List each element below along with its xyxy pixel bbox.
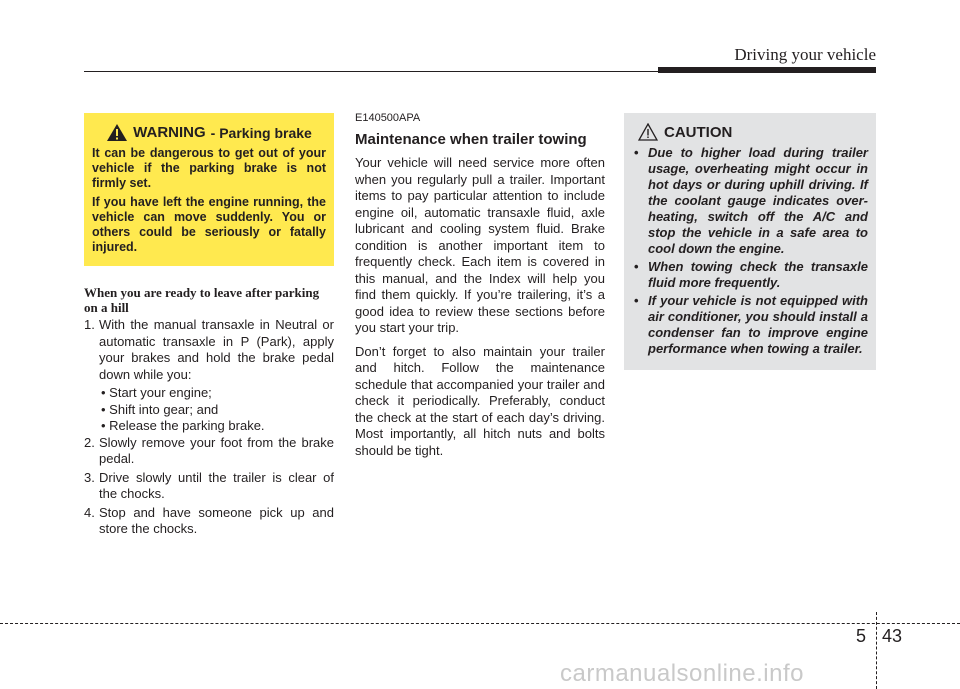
caution-header bbox=[634, 123, 868, 141]
caution-item bbox=[634, 293, 868, 357]
numbered-item bbox=[84, 505, 334, 538]
caution-text: If your vehicle is not equipped with air conditioner, you should install a condenser fan to improve engine performance when towing a trailer. bbox=[648, 293, 868, 356]
numbered-item bbox=[84, 317, 334, 383]
footer-vertical-rule bbox=[876, 612, 877, 689]
page-number: 43 bbox=[882, 626, 903, 646]
caution-title: CAUTION bbox=[664, 123, 733, 141]
item-text: Stop and have someone pick up and store the chocks. bbox=[99, 504, 334, 536]
body-paragraph: Your vehicle will need service more often when you regularly pull a trailer. Important items to pay particular attention to include engine oil, automatic transaxle fluid, axle lubricant and cooling system fluid. Brake condition is another important item to frequently check. Each item is covered in this manual, and the Index will help you find them quickly. If you’re trailering, it’s a good idea to review these sections before you start your trip. bbox=[355, 155, 605, 335]
header-rule-thin bbox=[84, 71, 658, 72]
item-text: Slowly remove your foot from the brake pedal. bbox=[99, 434, 334, 466]
warning-triangle-icon bbox=[106, 123, 128, 142]
left-column bbox=[84, 285, 334, 540]
item-text: With the manual transaxle in Neutral or automatic transaxle in P (Park), apply your brakes and hold the brake pedal down while you: bbox=[99, 317, 334, 382]
numbered-item bbox=[84, 470, 334, 503]
warning-paragraph: It can be dangerous to get out of your vehicle if the parking brake is not firmly set. bbox=[92, 146, 326, 190]
warning-box bbox=[84, 113, 334, 266]
warning-subtitle: - Parking brake bbox=[210, 124, 312, 141]
footer-dashed-rule bbox=[0, 623, 960, 624]
item-number: 3. bbox=[84, 469, 95, 485]
caution-item bbox=[634, 145, 868, 257]
chapter-number: 5 bbox=[856, 626, 867, 646]
section-heading: Maintenance when trailer towing bbox=[355, 131, 587, 148]
warning-header bbox=[92, 123, 326, 142]
caution-triangle-icon bbox=[638, 123, 658, 141]
bullet-dot: • bbox=[634, 259, 639, 274]
caution-text: When towing check the transaxle fluid more frequently. bbox=[648, 259, 868, 290]
section-code: E140500APA bbox=[355, 112, 421, 124]
middle-column bbox=[355, 112, 605, 466]
item-number: 2. bbox=[84, 434, 95, 450]
warning-title: WARNING bbox=[133, 124, 206, 141]
caution-item bbox=[634, 259, 868, 291]
body-paragraph: Don’t forget to also maintain your trailer and hitch. Follow the maintenance schedule that accompanied your trailer and check it periodically. Preferably, conduct the check at the start of each day’s driving. Most importantly, all hitch nuts and bolts should be tight. bbox=[355, 343, 605, 458]
bullet-item: • Release the parking brake. bbox=[101, 418, 265, 433]
header-rule-thick bbox=[658, 67, 876, 73]
caution-box bbox=[624, 113, 876, 370]
bullet-dot: • bbox=[634, 293, 639, 308]
warning-paragraph: If you have left the engine running, the vehicle can move suddenly. You or others could be seriously or fatally injured. bbox=[92, 195, 326, 254]
watermark: carmanualsonline.info bbox=[560, 660, 804, 687]
bullet-dot: • bbox=[634, 145, 639, 160]
section-subheading: When you are ready to leave after parking on a hill bbox=[84, 285, 320, 315]
caution-text: Due to higher load during trailer usage, overheating might occur in hot days or during uphill driving. If the coolant gauge indicates over-heating, switch off the A/C and stop the vehicle in a safe area to cool down the engine. bbox=[648, 145, 868, 256]
item-number: 4. bbox=[84, 504, 95, 520]
item-text: Drive slowly until the trailer is clear of the chocks. bbox=[99, 469, 334, 501]
bullet-item: • Shift into gear; and bbox=[101, 401, 219, 417]
item-number: 1. bbox=[84, 317, 95, 332]
header-title: Driving your vehicle bbox=[734, 45, 876, 64]
bullet-item: • Start your engine; bbox=[101, 385, 212, 400]
numbered-item bbox=[84, 435, 334, 468]
